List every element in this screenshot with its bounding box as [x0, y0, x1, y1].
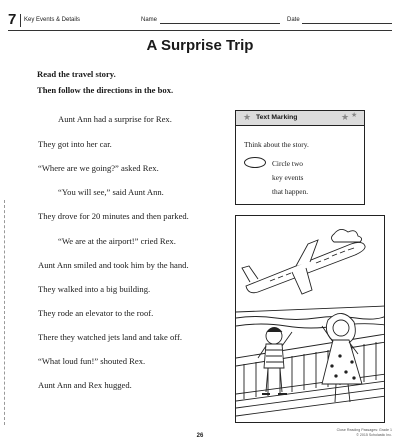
instruction-line-2: Then follow the directions in the box. — [37, 85, 174, 95]
story-line[interactable]: They drove for 20 minutes and then parked. — [38, 211, 189, 221]
story-line[interactable]: Aunt Ann had a surprise for Rex. — [58, 114, 172, 124]
story-line[interactable]: Aunt Ann and Rex hugged. — [38, 380, 132, 390]
text-marking-line-2: Circle two — [272, 159, 303, 168]
story-line[interactable]: “We are at the airport!” cried Rex. — [58, 236, 176, 246]
story-line[interactable]: “What loud fun!” shouted Rex. — [38, 356, 146, 366]
story-line[interactable]: They rode an elevator to the roof. — [38, 308, 154, 318]
source-credit — [300, 428, 392, 437]
unit-topic: Key Events & Details — [24, 17, 81, 23]
text-marking-title: Text Marking — [256, 114, 298, 121]
railing — [236, 334, 385, 416]
circle-oval-icon — [244, 157, 266, 168]
story-line[interactable]: “Where are we going?” asked Rex. — [38, 163, 159, 173]
cloud-icon — [332, 229, 362, 242]
name-field[interactable] — [160, 23, 280, 24]
cut-line — [4, 200, 5, 425]
story-line[interactable]: “You will see,” said Aunt Ann. — [58, 187, 164, 197]
text-marking-line-1: Think about the story. — [244, 140, 309, 149]
boy-figure — [258, 328, 292, 395]
instruction-line-1: Read the travel story. — [37, 69, 116, 79]
source-line-1: Close Reading Passages: Grade 1 — [336, 428, 392, 432]
text-marking-line-4: that happen. — [272, 187, 309, 196]
story-line[interactable]: They got into her car. — [38, 139, 112, 149]
header-rule — [8, 30, 392, 31]
page-number: 26 — [196, 433, 204, 439]
star-icon: ★ — [341, 112, 350, 122]
text-marking-line-3: key events — [272, 173, 304, 182]
story-line[interactable]: There they watched jets land and take off. — [38, 332, 182, 342]
star-icon: ★ — [351, 112, 358, 119]
story-illustration — [235, 215, 385, 423]
date-label: Date — [287, 17, 300, 23]
story-line[interactable]: Aunt Ann smiled and took him by the hand. — [38, 260, 189, 270]
header-divider — [20, 14, 21, 27]
unit-number: 7 — [8, 11, 17, 28]
story-line[interactable]: They walked into a big building. — [38, 284, 151, 294]
date-field[interactable] — [302, 23, 392, 24]
source-line-2: © 2015 Scholastic Inc. — [356, 432, 392, 437]
name-label: Name — [141, 17, 158, 23]
airplane-icon — [242, 240, 365, 294]
star-icon: ★ — [243, 112, 252, 122]
page-title: A Surprise Trip — [146, 37, 254, 54]
